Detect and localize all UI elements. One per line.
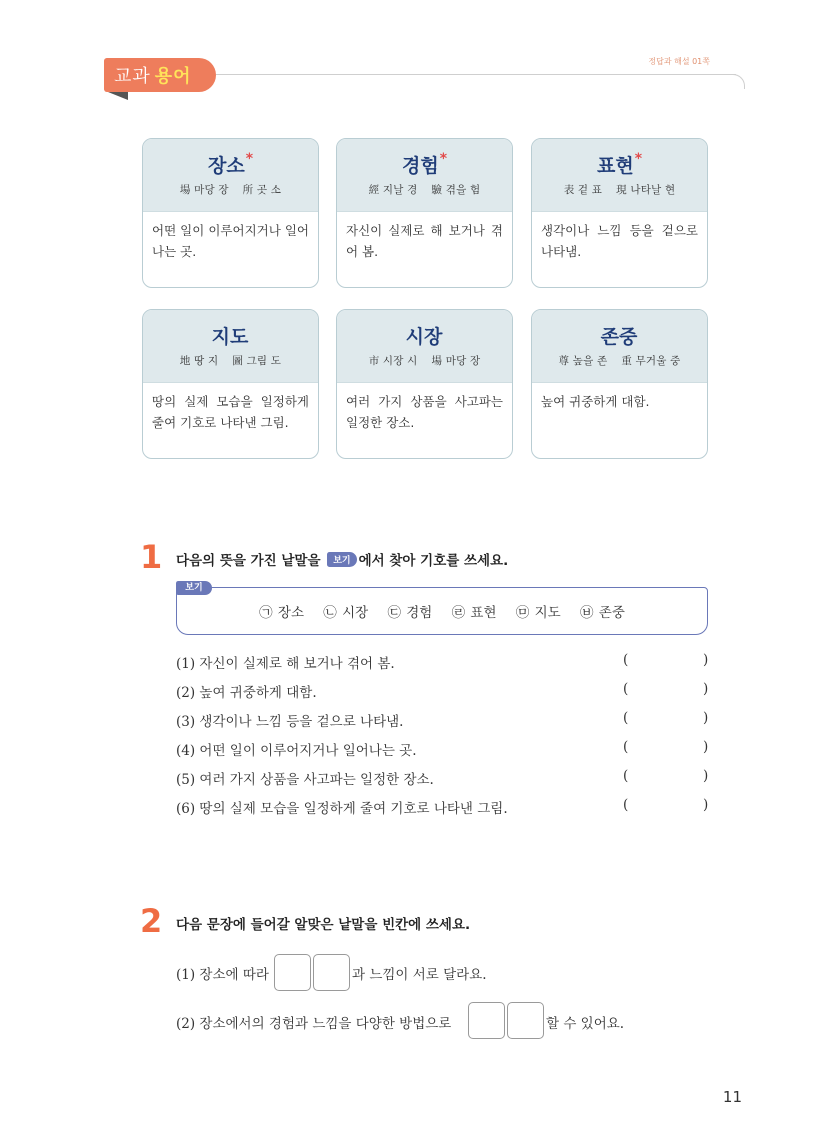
- answer-paren-close: ): [703, 681, 709, 697]
- answer-paren-close: ): [703, 797, 709, 813]
- card-hanja: 市 시장 시 場 마당 장: [368, 355, 481, 367]
- bogi-badge: 보기: [327, 552, 356, 567]
- sentence-2-after: 할 수 있어요.: [546, 1016, 625, 1032]
- card-term: 지도: [211, 326, 249, 348]
- star-mark: *: [634, 151, 643, 167]
- answer-blank-box[interactable]: [313, 954, 350, 991]
- card-term: 존중: [600, 326, 638, 348]
- answer-paren-open[interactable]: (: [623, 739, 629, 755]
- card-term: 표현*: [596, 151, 643, 177]
- page-number: 11: [722, 1088, 742, 1106]
- choice-item: ㉤ 지도: [515, 605, 561, 621]
- question-1-instruction: 다음의 뜻을 가진 낱말을 보기 에서 찾아 기호를 쓰세요.: [176, 553, 509, 569]
- section-tag: [104, 58, 218, 102]
- sentence-2-before: (2) 장소에서의 경험과 느낌을 다양한 방법으로: [176, 1016, 452, 1032]
- answer-reference: 정답과 해설 01쪽: [648, 57, 710, 66]
- header-rule-corner: [728, 74, 745, 89]
- question-2-number: 2: [140, 902, 163, 940]
- answer-paren-close: ): [703, 710, 709, 726]
- choice-item: ㉢ 경험: [387, 605, 433, 621]
- answer-paren-close: ): [703, 768, 709, 784]
- vocab-card-gyeongheom: [336, 138, 513, 288]
- answer-paren-open[interactable]: (: [623, 768, 629, 784]
- answer-paren-close: ): [703, 652, 709, 668]
- tag-fold-shape: [108, 92, 128, 100]
- question-2-instruction: 다음 문장에 들어갈 알맞은 낱말을 빈칸에 쓰세요.: [176, 917, 471, 933]
- card-term: 시장: [405, 326, 443, 348]
- card-header: [143, 310, 318, 383]
- sentence-1-after: 과 느낌이 서로 달라요.: [352, 967, 487, 983]
- card-hanja: 地 땅 지 圖 그림 도: [179, 355, 282, 367]
- card-header: [532, 310, 707, 383]
- vocab-card-jido: [142, 309, 319, 459]
- card-definition: 높여 귀중하게 대함.: [541, 394, 650, 409]
- answer-paren-open[interactable]: (: [623, 681, 629, 697]
- star-mark: *: [439, 151, 448, 167]
- star-mark: *: [245, 151, 254, 167]
- choice-item: ㉡ 시장: [323, 605, 369, 621]
- card-hanja: 場 마당 장 所 곳 소: [179, 184, 282, 196]
- card-definition: 여러 가지 상품을 사고파는 일정한 장소.: [346, 394, 503, 430]
- question-1-number: 1: [140, 538, 163, 576]
- answer-paren-close: ): [703, 739, 709, 755]
- question-1-item: (6) 땅의 실제 모습을 일정하게 줄여 기호로 나타낸 그림. ( ): [176, 797, 709, 817]
- answer-paren-open[interactable]: (: [623, 652, 629, 668]
- card-header: [143, 139, 318, 212]
- choice-item: ㉠ 장소: [259, 605, 304, 621]
- card-term: 경험*: [401, 151, 448, 177]
- answer-paren-open[interactable]: (: [623, 710, 629, 726]
- vocab-card-jangso: [142, 138, 319, 288]
- question-1-item: (4) 어떤 일이 이루어지거나 일어나는 곳. ( ): [176, 739, 709, 759]
- question-1-item: (2) 높여 귀중하게 대함. ( ): [176, 681, 709, 701]
- choices-list: [176, 601, 708, 621]
- answer-blank-box[interactable]: [507, 1002, 544, 1039]
- question-1-item: (1) 자신이 실제로 해 보거나 겪어 봄. ( ): [176, 652, 709, 672]
- card-definition: 땅의 실제 모습을 일정하게 줄여 기호로 나타낸 그림.: [152, 394, 309, 430]
- card-definition: 생각이나 느낌 등을 겉으로 나타냄.: [541, 223, 698, 259]
- card-hanja: 表 겉 표 現 나타날 현: [563, 184, 676, 196]
- card-header: [532, 139, 707, 212]
- tag-word-2: 용어: [154, 66, 192, 87]
- card-term: 장소*: [207, 151, 254, 177]
- choice-item: ㉣ 표현: [451, 605, 497, 621]
- sentence-1-before: (1) 장소에 따라: [176, 967, 269, 983]
- section-tag-label: [104, 58, 216, 92]
- card-header: [337, 139, 512, 212]
- choices-box-label: 보기: [176, 581, 212, 595]
- tag-word-1: 교과: [114, 66, 151, 87]
- card-hanja: 經 지날 경 驗 겪을 험: [368, 184, 481, 196]
- card-definition: 자신이 실제로 해 보거나 겪어 봄.: [346, 223, 503, 259]
- question-1-item: (3) 생각이나 느낌 등을 겉으로 나타냄. ( ): [176, 710, 709, 730]
- card-header: [337, 310, 512, 383]
- answer-paren-open[interactable]: (: [623, 797, 629, 813]
- vocab-card-pyohyeon: [531, 138, 708, 288]
- answer-blank-box[interactable]: [274, 954, 311, 991]
- answer-blank-box[interactable]: [468, 1002, 505, 1039]
- vocab-card-sijang: [336, 309, 513, 459]
- header-rule: [216, 74, 736, 75]
- choice-item: ㉥ 존중: [579, 605, 625, 621]
- card-hanja: 尊 높을 존 重 무거울 중: [558, 355, 681, 367]
- vocab-card-jonjung: [531, 309, 708, 459]
- question-1-item: (5) 여러 가지 상품을 사고파는 일정한 장소. ( ): [176, 768, 709, 788]
- card-definition: 어떤 일이 이루어지거나 일어나는 곳.: [152, 223, 309, 259]
